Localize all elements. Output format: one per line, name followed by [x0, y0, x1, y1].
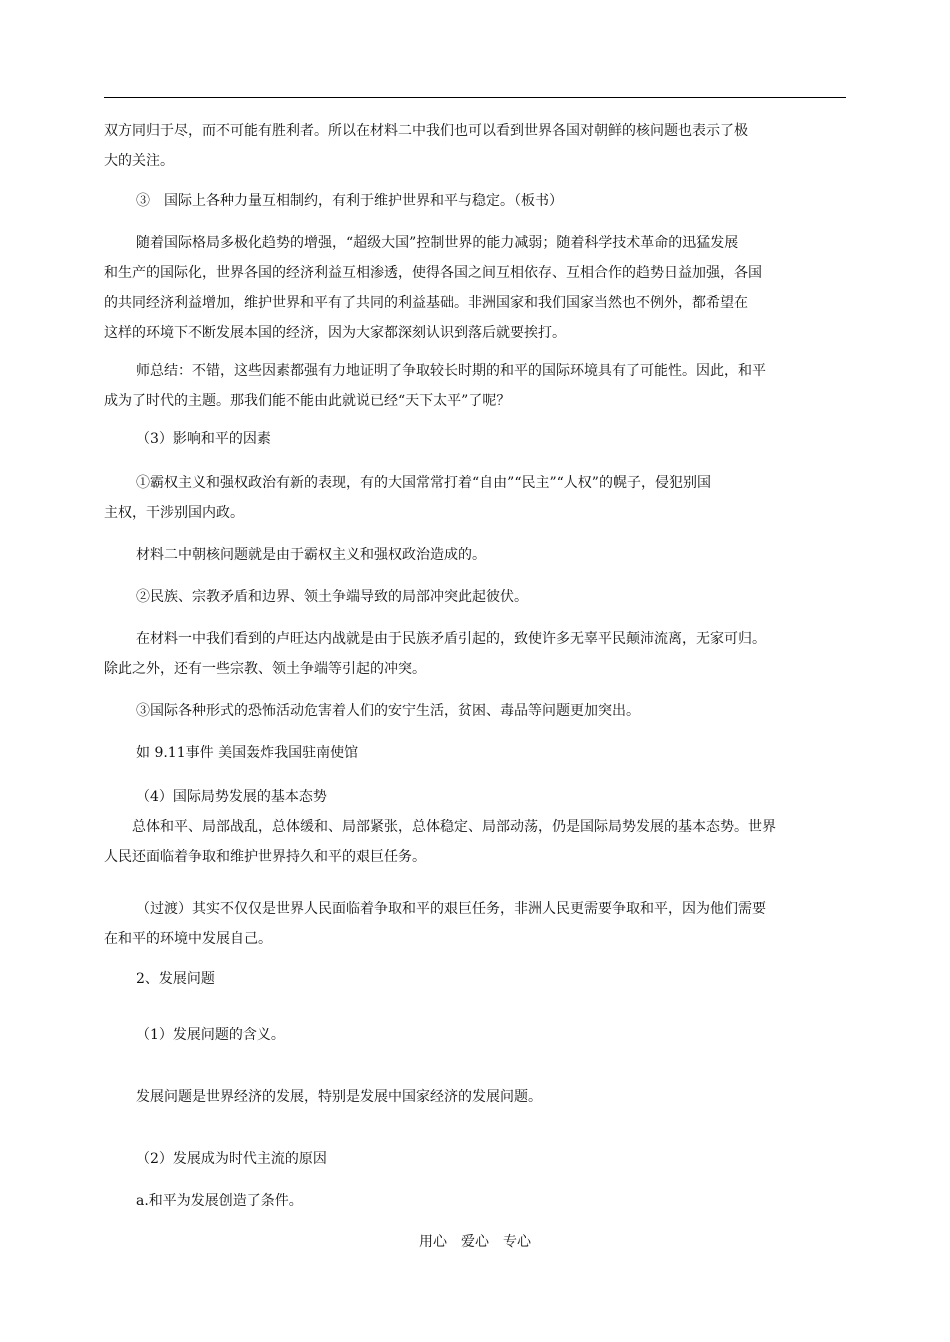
paragraph-line: 2、发展问题 [136, 971, 215, 987]
paragraph [104, 738, 846, 768]
paragraph [104, 186, 846, 216]
paragraph-line: （3）影响和平的因素 [136, 431, 271, 447]
paragraph-line: 如 9.11事件 美国轰炸我国驻南使馆 [136, 745, 359, 761]
paragraph [104, 1020, 846, 1050]
paragraph-line: 双方同归于尽，而不可能有胜利者。所以在材料二中我们也可以看到世界各国对朝鲜的核问题也表示了极 [104, 123, 748, 139]
paragraph-line: ③ 国际上各种力量互相制约，有利于维护世界和平与稳定。（板书） [136, 193, 563, 209]
paragraph [104, 356, 846, 416]
paragraph [104, 696, 846, 726]
paragraph-line: （过渡）其实不仅仅是世界人民面临着争取和平的艰巨任务，非洲人民更需要争取和平，因为他们需要 [136, 901, 766, 917]
paragraph-line: （2）发展成为时代主流的原因 [136, 1151, 327, 1167]
paragraph-line: ③国际各种形式的恐怖活动危害着人们的安宁生活，贫困、毒品等问题更加突出。 [136, 703, 640, 719]
paragraph [104, 468, 846, 528]
paragraph-line: 主权，干涉别国内政。 [104, 505, 244, 521]
paragraph-line: 师总结：不错，这些因素都强有力地证明了争取较长时期的和平的国际环境具有了可能性。因此，和平 [136, 363, 766, 379]
paragraph-line: a.和平为发展创造了条件。 [136, 1193, 303, 1209]
paragraph [104, 582, 846, 612]
paragraph [104, 424, 846, 454]
paragraph-line: 大的关注。 [104, 153, 174, 169]
paragraph-line: 这样的环境下不断发展本国的经济，因为大家都深刻认识到落后就要挨打。 [104, 325, 566, 341]
paragraph [104, 782, 846, 812]
paragraph-line: 和生产的国际化，世界各国的经济利益互相渗透，使得各国之间互相依存、互相合作的趋势日益加强，各国 [104, 265, 762, 281]
paragraph-line: 在和平的环境中发展自己。 [104, 931, 272, 947]
paragraph-line: 成为了时代的主题。那我们能不能由此就说已经“天下太平”了呢？ [104, 393, 511, 409]
paragraph-line: 随着国际格局多极化趋势的增强，“超级大国”控制世界的能力减弱；随着科学技术革命的迅猛发展 [136, 235, 739, 251]
paragraph [104, 1144, 846, 1174]
paragraph-line: 人民还面临着争取和维护世界持久和平的艰巨任务。 [104, 849, 426, 865]
paragraph [104, 116, 846, 176]
paragraph-line: 在材料一中我们看到的卢旺达内战就是由于民族矛盾引起的，致使许多无辜平民颠沛流离，无家可归。 [136, 631, 766, 647]
paragraph [104, 1186, 846, 1216]
paragraph [104, 1082, 846, 1112]
paragraph [104, 894, 846, 954]
paragraph-line: 的共同经济利益增加，维护世界和平有了共同的利益基础。非洲国家和我们国家当然也不例外，都希望在 [104, 295, 748, 311]
paragraph-line: ①霸权主义和强权政治有新的表现，有的大国常常打着“自由”“民主”“人权”的幌子，侵犯别国 [136, 475, 711, 491]
paragraph-line: 材料二中朝核问题就是由于霸权主义和强权政治造成的。 [136, 547, 486, 563]
paragraph-line: ②民族、宗教矛盾和边界、领土争端导致的局部冲突此起彼伏。 [136, 589, 528, 605]
paragraph-line: 总体和平、局部战乱，总体缓和、局部紧张，总体稳定、局部动荡，仍是国际局势发展的基本态势。世界 [132, 819, 776, 835]
paragraph-line: （1）发展问题的含义。 [136, 1027, 285, 1043]
paragraph-line: 发展问题是世界经济的发展，特别是发展中国家经济的发展问题。 [136, 1089, 542, 1105]
paragraph [104, 228, 846, 348]
paragraph-line: 除此之外，还有一些宗教、领土争端等引起的冲突。 [104, 661, 426, 677]
paragraph [104, 624, 846, 684]
paragraph [104, 964, 846, 994]
paragraph-line: （4）国际局势发展的基本态势 [136, 789, 327, 805]
header-rule [104, 97, 846, 98]
page-footer: 用心 爱心 专心 [419, 1234, 531, 1250]
paragraph [104, 540, 846, 570]
paragraph [104, 812, 846, 872]
